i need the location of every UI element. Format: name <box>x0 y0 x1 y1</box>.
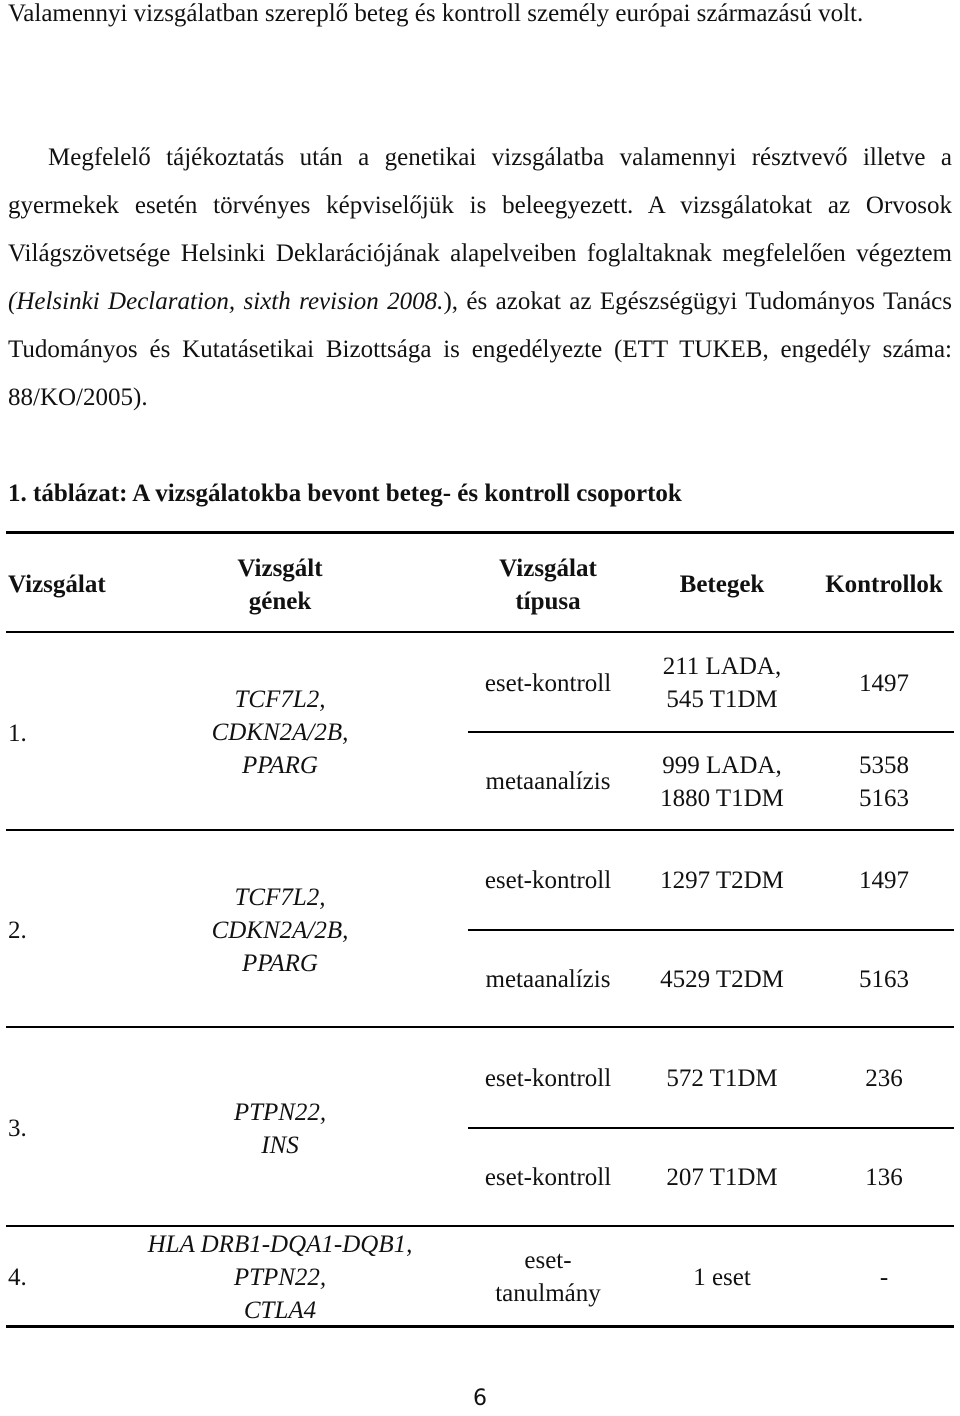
paragraph-consent-text-b: ), és azokat az Egészségügyi Tudományos Tanács Tudományos és Kutatásetikai Bizottsága is engedélyezte (ETT TUKEB, engedély száma: 88/KO/2005). <box>8 288 952 411</box>
table-row-2a-type: eset-kontroll <box>484 867 612 894</box>
table-row-3a-controls: 236 <box>865 1065 903 1092</box>
table-row-4-genes: HLA DRB1-DQA1-DQB1, PTPN22, CTLA4 <box>147 1231 413 1324</box>
header-type-line1: Vizsgálat <box>499 555 597 582</box>
row2-sub-rule <box>468 929 954 931</box>
row1-bottom-rule <box>6 829 954 831</box>
table-row-1a-patients: 211 LADA, 545 T1DM <box>662 653 782 713</box>
table-row-2a-patients: 1297 T2DM <box>660 867 784 894</box>
table-row-3-genes: PTPN22, INS <box>233 1099 327 1159</box>
row3-sub-rule <box>468 1127 954 1129</box>
table-row-3-study: 3. <box>8 1115 27 1142</box>
paragraph-consent <box>8 134 952 422</box>
table-row-2-study: 2. <box>8 917 27 944</box>
row2-bottom-rule <box>6 1026 954 1028</box>
table-row-2-genes: TCF7L2, CDKN2A/2B, PPARG <box>211 884 349 977</box>
row3-bottom-rule <box>6 1225 954 1227</box>
paragraph-consent-citation: (Helsinki Declaration, sixth revision 2008. <box>8 288 444 315</box>
paragraph-consent-text-a: Megfelelő tájékoztatás után a genetikai vizsgálatba valamennyi résztvevő illetve a gyermekek esetén törvényes képviselőjük is beleegyezett. A vizsgálatokat az Orvosok Világszövetsége Helsinki Deklarációjának alapelveiben foglaltaknak megfelelően végeztem <box>8 144 952 267</box>
table-row-3b-controls: 136 <box>865 1164 903 1191</box>
header-patients: Betegek <box>679 571 765 598</box>
table-row-4-study: 4. <box>8 1264 27 1291</box>
header-genes <box>180 552 380 618</box>
table-row-1b-type: metaanalízis <box>485 768 611 795</box>
table-row-3a-type: eset-kontroll <box>484 1065 612 1092</box>
table-row-3a-patients: 572 T1DM <box>666 1065 778 1092</box>
table-row-2b-controls: 5163 <box>859 966 909 993</box>
header-genes-line2: gének <box>248 588 312 615</box>
table-row-2b-patients: 4529 T2DM <box>660 966 784 993</box>
table-row-1a-type: eset-kontroll <box>484 670 612 697</box>
table-row-1-study: 1. <box>8 720 27 747</box>
paragraph-origin-text: Valamennyi vizsgálatban szereplő beteg és kontroll személy európai származású volt. <box>8 0 864 27</box>
table-row-2b-type: metaanalízis <box>485 966 611 993</box>
paragraph-origin <box>8 0 952 38</box>
table-row-4-patients: 1 eset <box>693 1264 751 1291</box>
table-row-3b-type: eset-kontroll <box>484 1164 612 1191</box>
table-row-1b-patients: 999 LADA, 1880 T1DM <box>660 752 784 812</box>
table-row-4-type: eset- tanulmány <box>495 1247 601 1307</box>
header-genes-line1: Vizsgált <box>237 555 323 582</box>
header-controls: Kontrollok <box>825 571 943 598</box>
table-top-rule <box>6 531 954 534</box>
table-row-4-controls: - <box>879 1264 889 1291</box>
page-number: 6 <box>473 1386 487 1411</box>
table-caption: 1. táblázat: A vizsgálatokba bevont beteg- és kontroll csoportok <box>8 480 682 507</box>
header-type-line2: típusa <box>515 588 581 615</box>
table-row-1b-controls: 5358 5163 <box>859 752 909 812</box>
row1-sub-rule <box>468 731 954 733</box>
table-row-2a-controls: 1497 <box>859 867 909 894</box>
table-row-1-genes: TCF7L2, CDKN2A/2B, PPARG <box>211 686 349 779</box>
table-row-1a-controls: 1497 <box>859 670 909 697</box>
table-row-3b-patients: 207 T1DM <box>666 1164 778 1191</box>
header-type <box>448 552 648 618</box>
header-bottom-rule <box>6 631 954 633</box>
header-study: Vizsgálat <box>8 571 106 598</box>
